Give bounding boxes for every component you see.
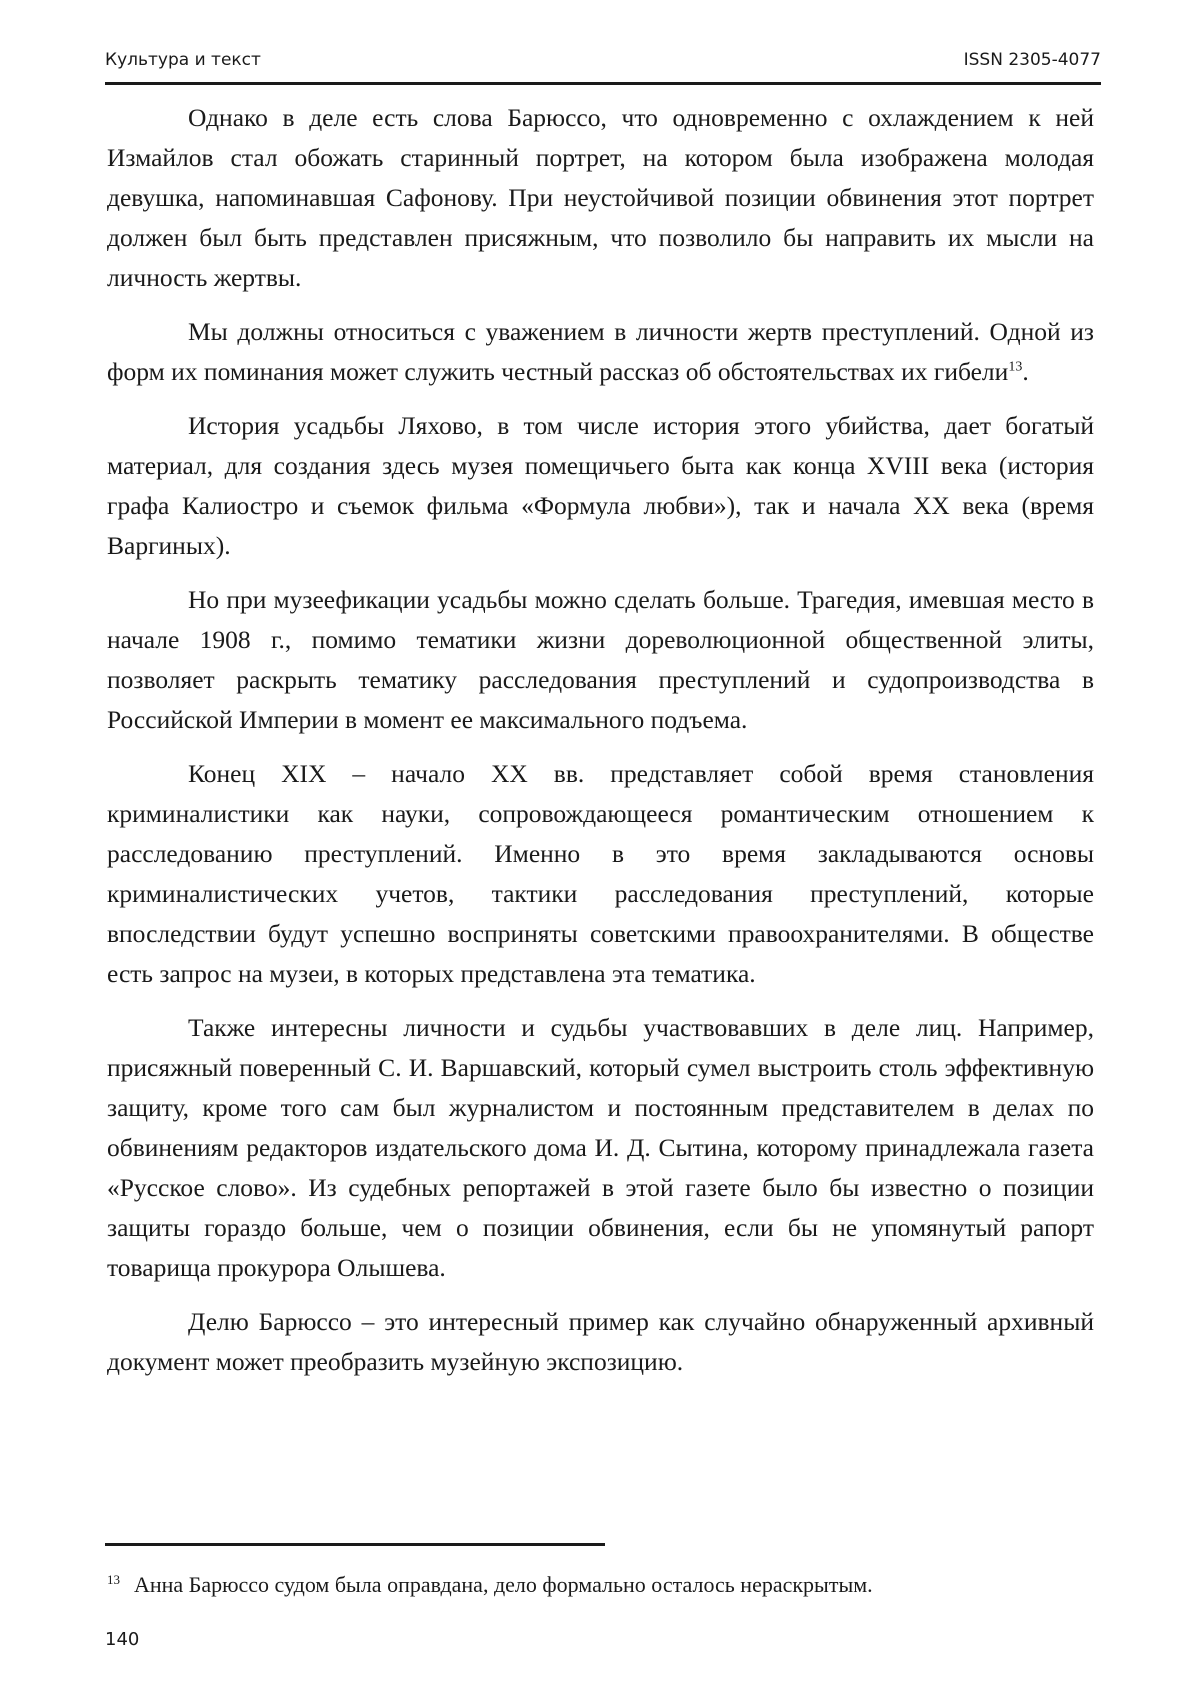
issn-label: ISSN 2305-4077 bbox=[963, 50, 1101, 70]
paragraph: Однако в деле есть слова Барюссо, что одновременно с охлаждением к ней Измайлов стал обожать старинный портрет, на котором была изображена молодая девушка, напоминавшая Сафонову. При неустойчивой позиции обвинения этот портрет должен был быть представлен присяжным, что позволило бы направить их мысли на личность жертвы. bbox=[107, 103, 1094, 292]
footnote-reference[interactable]: 13 bbox=[1008, 359, 1023, 375]
page-number: 140 bbox=[105, 1629, 140, 1650]
paragraph-trail: . bbox=[1022, 357, 1029, 386]
paragraph bbox=[107, 312, 1094, 392]
paragraph: Но при музеефикации усадьбы можно сделать больше. Трагедия, имевшая место в начале 1908 г., помимо тематики жизни дореволюционной общественной элиты, позволяет раскрыть тематику расследования преступлений и судопроизводства в Российской Империи в момент ее максимального подъема. bbox=[107, 585, 1094, 734]
paragraph: Делю Барюссо – это интересный пример как случайно обнаруженный архивный документ может преобразить музейную экспозицию. bbox=[107, 1307, 1094, 1376]
footnote-text: Анна Барюссо судом была оправдана, дело формально осталось нераскрытым. bbox=[134, 1572, 873, 1597]
paragraph: Конец XIX – начало XX вв. представляет собой время становления криминалистики как науки, сопровождающееся романтическим отношением к расследованию преступлений. Именно в это время закладываются основы криминалистических учетов, тактики расследования преступлений, которые впоследствии будут успешно восприняты советскими правоохранителями. В обществе есть запрос на музеи, в которых представлена эта тематика. bbox=[107, 759, 1094, 988]
journal-title: Культура и текст bbox=[105, 50, 261, 70]
footnote-divider bbox=[105, 1543, 605, 1546]
footnote bbox=[107, 1570, 1097, 1600]
paragraph: Также интересны личности и судьбы участвовавших в деле лиц. Например, присяжный поверенный С. И. Варшавский, который сумел выстроить столь эффективную защиту, кроме того сам был журналистом и постоянным представителем в делах по обвинениям редакторов издательского дома И. Д. Сытина, которому принадлежала газета «Русское слово». Из судебных репортажей в этой газете было бы известно о позиции защиты гораздо больше, чем о позиции обвинения, если бы не упомянутый рапорт товарища прокурора Олышева. bbox=[107, 1013, 1094, 1282]
paragraph: История усадьбы Ляхово, в том числе история этого убийства, дает богатый материал, для создания здесь музея помещичьего быта как конца XVIII века (история графа Калиостро и съемок фильма «Формула любви»), так и начала XX века (время Варгиных). bbox=[107, 411, 1094, 560]
article-body bbox=[107, 98, 1094, 1396]
running-header bbox=[105, 44, 1101, 85]
paragraph-text: Мы должны относиться с уважением в личности жертв преступлений. Одной из форм их поминания может служить честный рассказ об обстоятельствах их гибели bbox=[107, 317, 1094, 386]
footnote-number: 13 bbox=[107, 1571, 120, 1587]
